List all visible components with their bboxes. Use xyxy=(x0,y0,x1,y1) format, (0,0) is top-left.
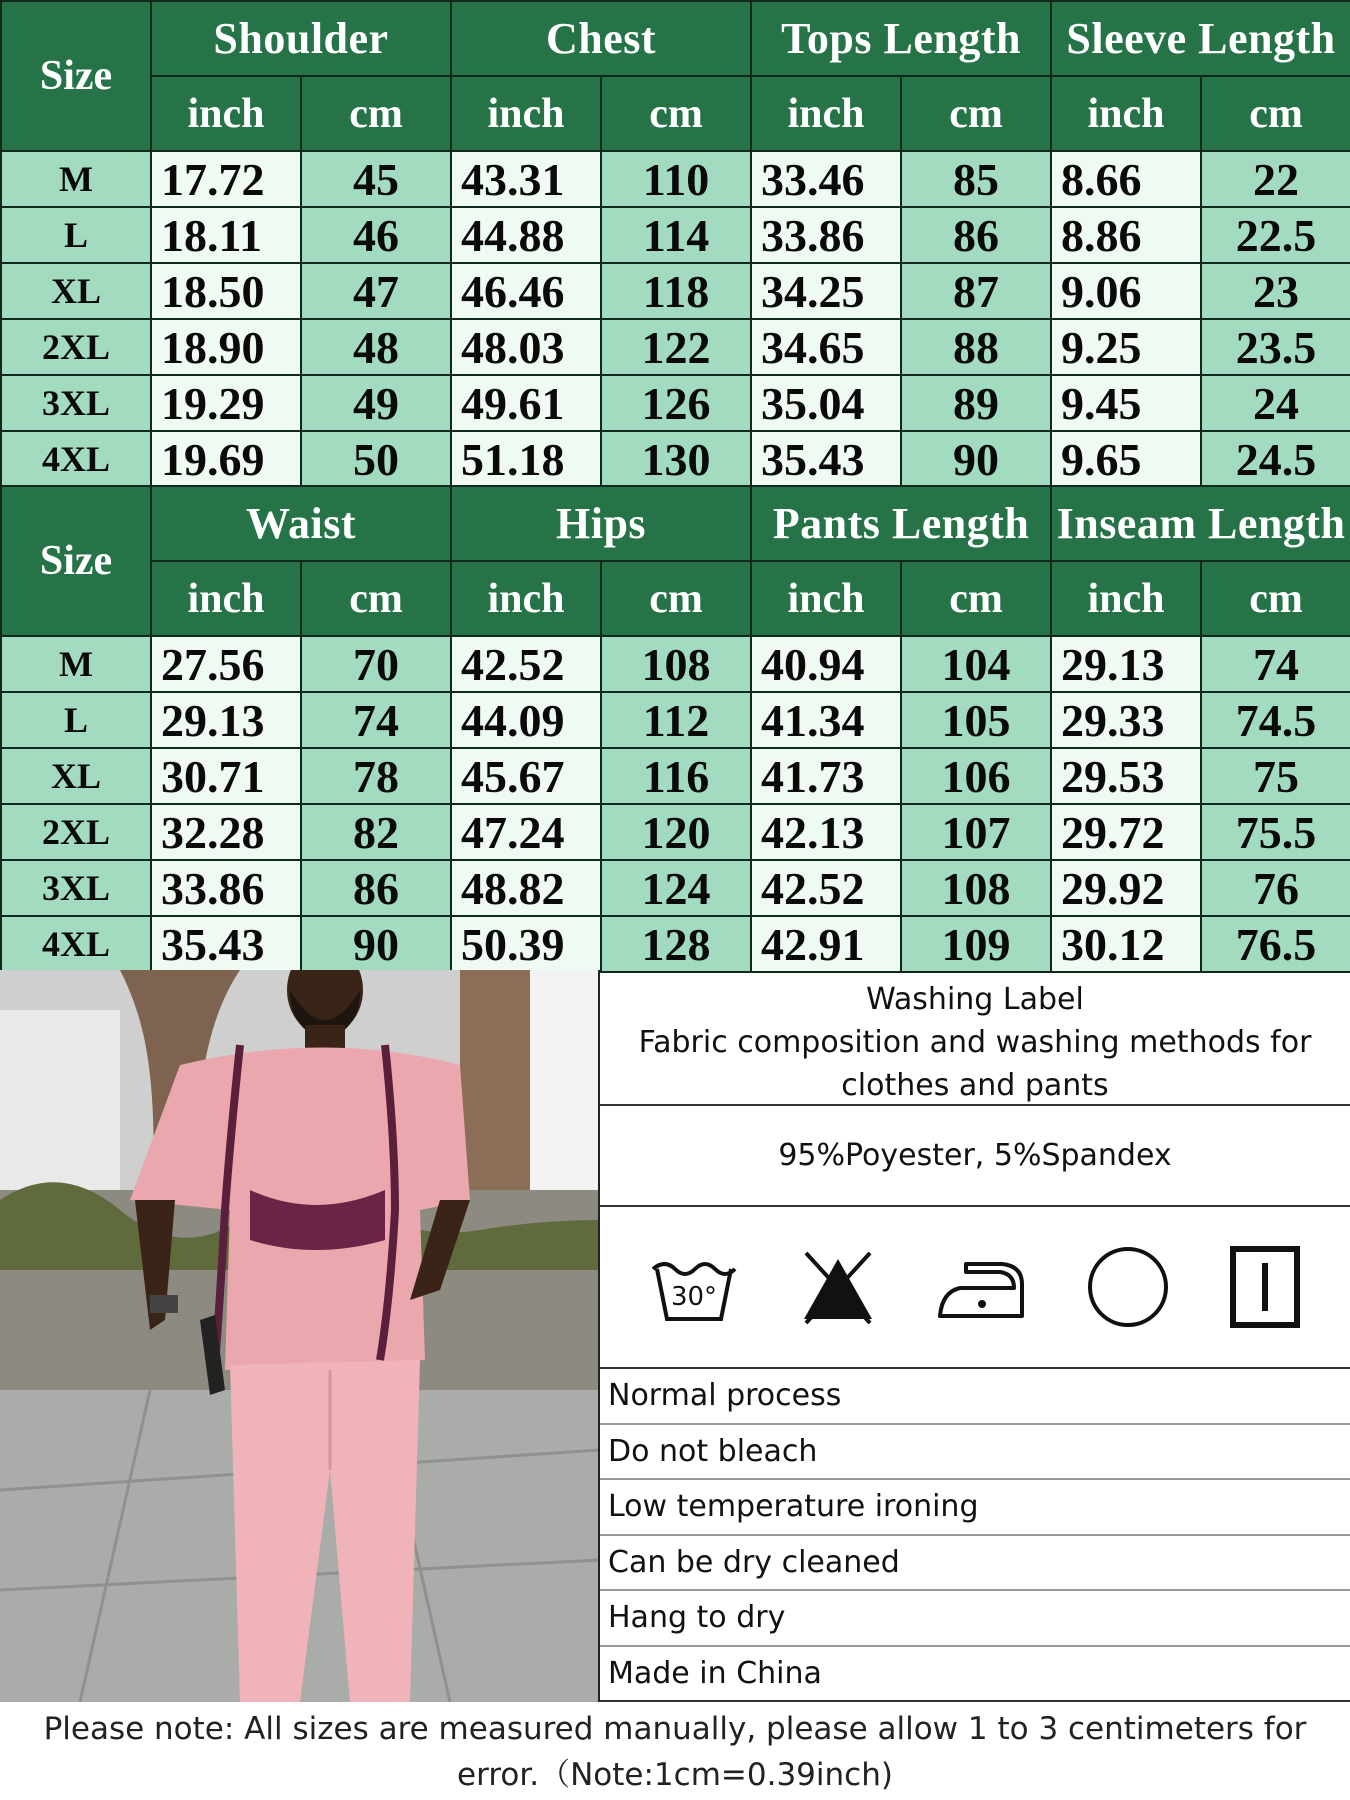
cm-cell: 23.5 xyxy=(1201,319,1350,375)
washing-label-subtitle: Fabric composition and washing methods for xyxy=(638,1025,1312,1060)
size-cell: 3XL xyxy=(1,860,151,916)
unit-header: inch xyxy=(751,561,901,636)
inch-cell: 18.90 xyxy=(151,319,301,375)
size-cell: M xyxy=(1,151,151,207)
group-header: Chest xyxy=(451,1,751,76)
cm-cell: 110 xyxy=(601,151,751,207)
group-header: Hips xyxy=(451,486,751,561)
washing-label-title xyxy=(600,970,1350,1106)
inch-cell: 8.86 xyxy=(1051,207,1201,263)
inch-cell: 9.65 xyxy=(1051,431,1201,487)
inch-cell: 29.53 xyxy=(1051,748,1201,804)
cm-cell: 89 xyxy=(901,375,1051,431)
unit-header: cm xyxy=(1201,561,1350,636)
cm-cell: 82 xyxy=(301,804,451,860)
table-row xyxy=(1,748,1350,804)
unit-header: inch xyxy=(1051,76,1201,151)
wash-temp-label: 30° xyxy=(671,1282,718,1312)
inch-cell: 40.94 xyxy=(751,636,901,692)
cm-cell: 24 xyxy=(1201,375,1350,431)
size-cell: 2XL xyxy=(1,319,151,375)
inch-cell: 29.72 xyxy=(1051,804,1201,860)
unit-header: cm xyxy=(1201,76,1350,151)
size-cell: XL xyxy=(1,263,151,319)
cm-cell: 130 xyxy=(601,431,751,487)
table-row xyxy=(1,804,1350,860)
table-row xyxy=(1,207,1350,263)
inch-cell: 29.13 xyxy=(151,692,301,748)
cm-cell: 49 xyxy=(301,375,451,431)
cm-cell: 48 xyxy=(301,319,451,375)
size-cell: 2XL xyxy=(1,804,151,860)
inch-cell: 46.46 xyxy=(451,263,601,319)
cm-cell: 85 xyxy=(901,151,1051,207)
table-row xyxy=(1,860,1350,916)
cm-cell: 108 xyxy=(901,860,1051,916)
inch-cell: 29.92 xyxy=(1051,860,1201,916)
cm-cell: 122 xyxy=(601,319,751,375)
wash-30-icon xyxy=(649,1247,739,1327)
unit-header: cm xyxy=(901,76,1051,151)
unit-header: cm xyxy=(901,561,1051,636)
table-row xyxy=(1,263,1350,319)
inch-cell: 9.25 xyxy=(1051,319,1201,375)
care-instruction: Can be dry cleaned xyxy=(600,1536,1350,1592)
unit-header: cm xyxy=(301,76,451,151)
cm-cell: 104 xyxy=(901,636,1051,692)
cm-cell: 75.5 xyxy=(1201,804,1350,860)
cm-cell: 24.5 xyxy=(1201,431,1350,487)
cm-cell: 74.5 xyxy=(1201,692,1350,748)
measurement-note xyxy=(0,1702,1350,1800)
inch-cell: 48.82 xyxy=(451,860,601,916)
unit-header: inch xyxy=(151,76,301,151)
size-cell: 3XL xyxy=(1,375,151,431)
table-row xyxy=(1,151,1350,207)
cm-cell: 112 xyxy=(601,692,751,748)
inch-cell: 49.61 xyxy=(451,375,601,431)
cm-cell: 106 xyxy=(901,748,1051,804)
product-photo xyxy=(0,970,600,1702)
size-cell: L xyxy=(1,692,151,748)
inch-cell: 9.06 xyxy=(1051,263,1201,319)
cm-cell: 107 xyxy=(901,804,1051,860)
care-instruction: Low temperature ironing xyxy=(600,1480,1350,1536)
tops-size-table xyxy=(0,0,1350,488)
unit-header: inch xyxy=(1051,561,1201,636)
cm-cell: 86 xyxy=(901,207,1051,263)
inch-cell: 45.67 xyxy=(451,748,601,804)
inch-cell: 35.43 xyxy=(151,916,301,972)
inch-cell: 29.13 xyxy=(1051,636,1201,692)
table-row xyxy=(1,319,1350,375)
unit-header: cm xyxy=(301,561,451,636)
inch-cell: 41.73 xyxy=(751,748,901,804)
inch-cell: 33.86 xyxy=(751,207,901,263)
cm-cell: 46 xyxy=(301,207,451,263)
inch-cell: 18.50 xyxy=(151,263,301,319)
model-illustration xyxy=(0,970,600,1702)
cm-cell: 118 xyxy=(601,263,751,319)
inch-cell: 27.56 xyxy=(151,636,301,692)
care-symbols-row xyxy=(600,1207,1350,1369)
size-cell: 4XL xyxy=(1,431,151,487)
washing-label-panel xyxy=(600,970,1350,1702)
table-row xyxy=(1,375,1350,431)
cm-cell: 90 xyxy=(301,916,451,972)
fabric-composition: 95%Poyester, 5%Spandex xyxy=(600,1106,1350,1207)
inch-cell: 42.52 xyxy=(751,860,901,916)
group-header: Waist xyxy=(151,486,451,561)
group-header: Inseam Length xyxy=(1051,486,1350,561)
inch-cell: 32.28 xyxy=(151,804,301,860)
inch-cell: 19.69 xyxy=(151,431,301,487)
inch-cell: 30.71 xyxy=(151,748,301,804)
inch-cell: 9.45 xyxy=(1051,375,1201,431)
cm-cell: 47 xyxy=(301,263,451,319)
care-instruction: Made in China xyxy=(600,1647,1350,1703)
cm-cell: 22 xyxy=(1201,151,1350,207)
dry-clean-icon xyxy=(1086,1245,1170,1329)
cm-cell: 78 xyxy=(301,748,451,804)
table-row xyxy=(1,431,1350,487)
inch-cell: 29.33 xyxy=(1051,692,1201,748)
cm-cell: 109 xyxy=(901,916,1051,972)
inch-cell: 47.24 xyxy=(451,804,601,860)
cm-cell: 74 xyxy=(1201,636,1350,692)
low-iron-icon xyxy=(936,1252,1028,1322)
group-header: Pants Length xyxy=(751,486,1051,561)
cm-cell: 120 xyxy=(601,804,751,860)
inch-cell: 43.31 xyxy=(451,151,601,207)
cm-cell: 90 xyxy=(901,431,1051,487)
cm-cell: 114 xyxy=(601,207,751,263)
washing-label-subtitle: clothes and pants xyxy=(841,1068,1109,1103)
group-header: Shoulder xyxy=(151,1,451,76)
inch-cell: 18.11 xyxy=(151,207,301,263)
inch-cell: 17.72 xyxy=(151,151,301,207)
inch-cell: 42.13 xyxy=(751,804,901,860)
care-instruction: Normal process xyxy=(600,1369,1350,1425)
cm-cell: 128 xyxy=(601,916,751,972)
inch-cell: 42.91 xyxy=(751,916,901,972)
inch-cell: 50.39 xyxy=(451,916,601,972)
inch-cell: 30.12 xyxy=(1051,916,1201,972)
cm-cell: 87 xyxy=(901,263,1051,319)
hang-dry-icon xyxy=(1229,1245,1301,1329)
unit-header: cm xyxy=(601,76,751,151)
cm-cell: 88 xyxy=(901,319,1051,375)
do-not-bleach-icon xyxy=(798,1247,878,1327)
note-line: Please note: All sizes are measured manually, please allow 1 to 3 centimeters for xyxy=(43,1711,1307,1747)
unit-header: inch xyxy=(151,561,301,636)
cm-cell: 105 xyxy=(901,692,1051,748)
pants-size-table xyxy=(0,485,1350,973)
size-cell: M xyxy=(1,636,151,692)
inch-cell: 35.04 xyxy=(751,375,901,431)
size-header: Size xyxy=(1,1,151,151)
size-cell: L xyxy=(1,207,151,263)
cm-cell: 75 xyxy=(1201,748,1350,804)
table-row xyxy=(1,636,1350,692)
inch-cell: 41.34 xyxy=(751,692,901,748)
inch-cell: 35.43 xyxy=(751,431,901,487)
inch-cell: 48.03 xyxy=(451,319,601,375)
size-cell: 4XL xyxy=(1,916,151,972)
cm-cell: 23 xyxy=(1201,263,1350,319)
inch-cell: 51.18 xyxy=(451,431,601,487)
unit-header: cm xyxy=(601,561,751,636)
table-row xyxy=(1,916,1350,972)
inch-cell: 8.66 xyxy=(1051,151,1201,207)
cm-cell: 74 xyxy=(301,692,451,748)
cm-cell: 86 xyxy=(301,860,451,916)
cm-cell: 124 xyxy=(601,860,751,916)
inch-cell: 33.86 xyxy=(151,860,301,916)
cm-cell: 50 xyxy=(301,431,451,487)
cm-cell: 116 xyxy=(601,748,751,804)
inch-cell: 44.88 xyxy=(451,207,601,263)
table-row xyxy=(1,692,1350,748)
care-instruction: Do not bleach xyxy=(600,1425,1350,1481)
cm-cell: 45 xyxy=(301,151,451,207)
inch-cell: 44.09 xyxy=(451,692,601,748)
cm-cell: 76.5 xyxy=(1201,916,1350,972)
group-header: Tops Length xyxy=(751,1,1051,76)
cm-cell: 70 xyxy=(301,636,451,692)
group-header: Sleeve Length xyxy=(1051,1,1350,76)
washing-label-heading: Washing Label xyxy=(866,982,1084,1017)
cm-cell: 108 xyxy=(601,636,751,692)
inch-cell: 33.46 xyxy=(751,151,901,207)
note-line: error.（Note:1cm=0.39inch) xyxy=(457,1757,893,1793)
unit-header: inch xyxy=(751,76,901,151)
cm-cell: 76 xyxy=(1201,860,1350,916)
care-instruction: Hang to dry xyxy=(600,1591,1350,1647)
unit-header: inch xyxy=(451,76,601,151)
cm-cell: 22.5 xyxy=(1201,207,1350,263)
cm-cell: 126 xyxy=(601,375,751,431)
unit-header: inch xyxy=(451,561,601,636)
inch-cell: 42.52 xyxy=(451,636,601,692)
size-header: Size xyxy=(1,486,151,636)
inch-cell: 19.29 xyxy=(151,375,301,431)
size-cell: XL xyxy=(1,748,151,804)
inch-cell: 34.25 xyxy=(751,263,901,319)
inch-cell: 34.65 xyxy=(751,319,901,375)
